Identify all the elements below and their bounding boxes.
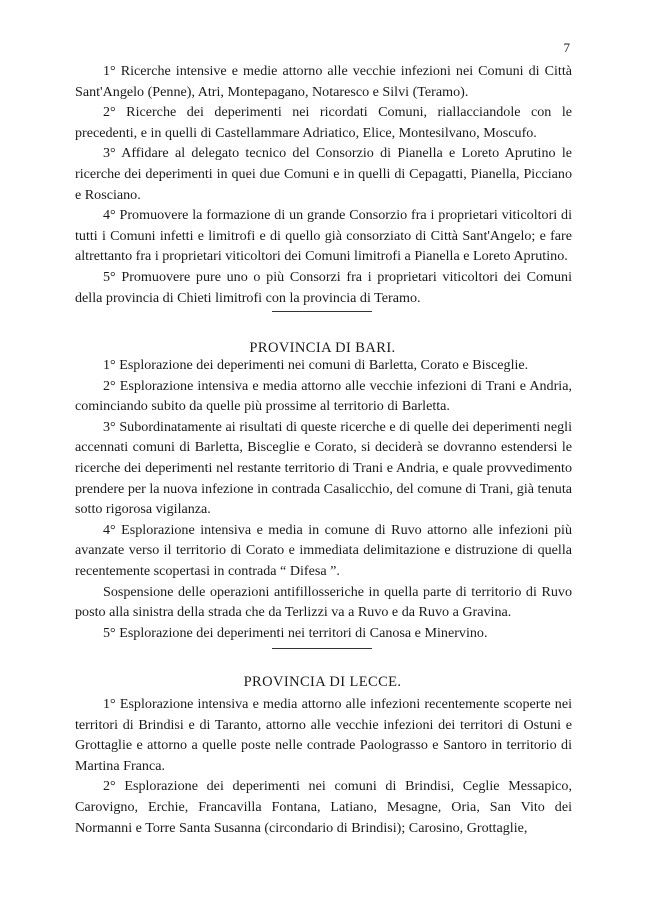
abruzzo-item-4: 4° Promuovere la formazione di un grande Consorzio fra i proprietari viticoltori di tutti i Comuni infetti e limitrofi e di quello già consorziato di Città Sant'Angelo; e fare altrettanto fra i proprietari viticoltori dei Comuni limitrofi a Pianella e Loreto Aprutino. — [75, 207, 572, 265]
section-divider — [272, 648, 372, 649]
bari-item-3: 3° Subordinatamente ai risultati di queste ricerche e di quelle dei deperimenti negli accennati comuni di Barletta, Bisceglie e Corato, si deciderà se dovranno estendersi le ricerche dei deperimenti nel restante territorio di Trani e Andria, e quale provvedimento prendere per la nuova infezione in contrada Casalicchio, del comune di Trani, già tenuta sotto rigorosa vigilanza. — [75, 418, 572, 518]
lecce-section — [75, 694, 572, 838]
bari-item-2: 2° Esplorazione intensiva e media attorno alle vecchie infezioni di Trani e Andria, cominciando subito da quelle più prossime al territorio di Barletta. — [75, 377, 572, 415]
abruzzo-section — [75, 61, 572, 308]
bari-item-sospensione: Sospensione delle operazioni antifillosseriche in quella parte di territorio di Ruvo posto alla sinistra della strada che da Terlizzi va a Ruvo e da Ruvo a Gravina. — [75, 583, 572, 621]
abruzzo-item-5: 5° Promuovere pure uno o più Consorzi fra i proprietari viticoltori dei Comuni della provincia di Chieti limitrofi con la provincia di Teramo. — [75, 268, 572, 306]
abruzzo-item-1: 1° Ricerche intensive e medie attorno alle vecchie infezioni nei Comuni di Città Sant'Angelo (Penne), Atri, Montepagano, Notaresco e Silvi (Teramo). — [75, 63, 572, 100]
section-divider — [272, 311, 372, 312]
heading-provincia-lecce: PROVINCIA DI LECCE. — [243, 674, 402, 690]
page-number: 7 — [563, 40, 570, 55]
bari-item-5: 5° Esplorazione dei deperimenti nei territori di Canosa e Minervino. — [103, 624, 488, 641]
abruzzo-item-2: 2° Ricerche dei deperimenti nei ricordati Comuni, riallacciandole con le precedenti, e in quelli di Castellammare Adriatico, Elice, Montesilvano, Moscufo. — [75, 104, 572, 141]
abruzzo-item-3: 3° Affidare al delegato tecnico del Consorzio di Pianella e Loreto Aprutino le ricerche dei deperimenti in quei due Comuni e in quelli di Cepagatti, Pianella, Picciano e Rosciano. — [75, 145, 572, 203]
bari-section — [75, 355, 572, 643]
lecce-item-1: 1° Esplorazione intensiva e media attorno alle infezioni recentemente scoperte nei territori di Brindisi e di Taranto, attorno alle vecchie infezioni dei territori di Ostuni e Grottaglie e attorno a quelle poste nelle contrade Paolograsso e Santoro in territorio di Martina Franca. — [75, 696, 572, 774]
lecce-item-2: 2° Esplorazione dei deperimenti nei comuni di Brindisi, Ceglie Messapico, Carovigno, Erchie, Francavilla Fontana, Latiano, Mesagne, Oria, San Vito dei Normanni e Torre Santa Susanna (circondario di Brindisi); Carosino, Grottaglie, — [75, 778, 572, 836]
heading-provincia-bari: PROVINCIA DI BARI. — [249, 340, 396, 356]
bari-item-1: 1° Esplorazione dei deperimenti nei comuni di Barletta, Corato e Bisceglie. — [103, 357, 529, 373]
bari-item-4: 4° Esplorazione intensiva e media in comune di Ruvo attorno alle infezioni più avanzate verso il territorio di Corato e immediata delimitazione e distruzione di quella recentemente scopertasi in contrada “ Difesa ”. — [75, 521, 572, 579]
